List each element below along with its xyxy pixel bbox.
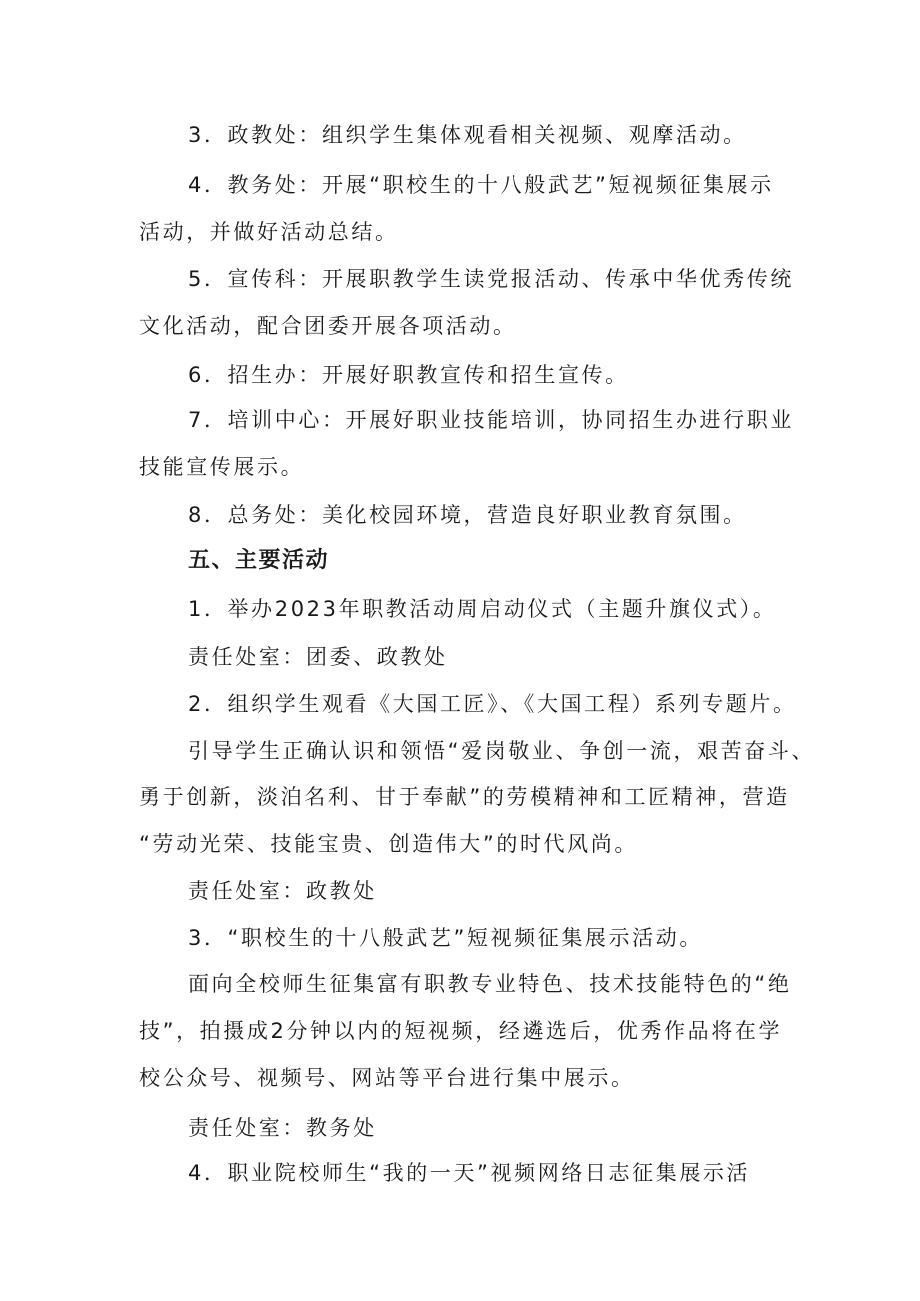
- duty-item-5: 5．宣传科：开展职教学生读党报活动、传承中华优秀传统: [188, 267, 794, 291]
- activity-2-responsible: 责任处室：政教处: [188, 879, 377, 903]
- activity-3-responsible: 责任处室：教务处: [188, 1116, 377, 1140]
- activity-2-desc-cont: 勇于创新，淡泊名利、甘于奉献”的劳模精神和工匠精神，营造: [139, 785, 790, 809]
- duty-item-8: 8．总务处：美化校园环境，营造良好职业教育氛围。: [188, 503, 747, 527]
- activity-4: 4．职业院校师生“我的一天”视频网络日志征集展示活: [188, 1161, 751, 1185]
- duty-item-5-cont: 文化活动，配合团委开展各项活动。: [139, 314, 517, 338]
- activity-2: 2．组织学生观看《大国工匠》、《大国工程）系列专题片。: [188, 692, 797, 716]
- activity-3-desc-cont: 技”，拍摄成2分钟以内的短视频，经遴选后，优秀作品将在学: [139, 1019, 783, 1043]
- activity-2-desc: 引导学生正确认识和领悟“爱岗敬业、争创一流，艰苦奋斗、: [188, 739, 816, 763]
- activity-2-desc-cont2: “劳动光荣、技能宝贵、创造伟大”的时代风尚。: [139, 832, 638, 856]
- section-heading-main-activities: 五、主要活动: [188, 548, 330, 573]
- duty-item-4: 4．教务处：开展“职校生的十八般武艺”短视频征集展示: [188, 173, 774, 197]
- duty-item-3: 3．政教处：组织学生集体观看相关视频、观摩活动。: [188, 123, 747, 147]
- activity-3: 3．“职校生的十八般武艺”短视频征集展示活动。: [188, 926, 703, 950]
- duty-item-4-cont: 活动，并做好活动总结。: [139, 220, 399, 244]
- activity-1: 1．举办2023年职教活动周启动仪式（主题升旗仪式）。: [188, 597, 777, 621]
- duty-item-7-cont: 技能宣传展示。: [139, 455, 305, 479]
- duty-item-6: 6．招生办：开展好职教宣传和招生宣传。: [188, 363, 629, 387]
- activity-3-desc-cont2: 校公众号、视频号、网站等平台进行集中展示。: [139, 1066, 635, 1090]
- activity-1-responsible: 责任处室：团委、政教处: [188, 645, 448, 669]
- activity-3-desc: 面向全校师生征集富有职教专业特色、技术技能特色的“绝: [188, 972, 792, 996]
- duty-item-7: 7．培训中心：开展好职业技能培训，协同招生办进行职业: [188, 408, 794, 432]
